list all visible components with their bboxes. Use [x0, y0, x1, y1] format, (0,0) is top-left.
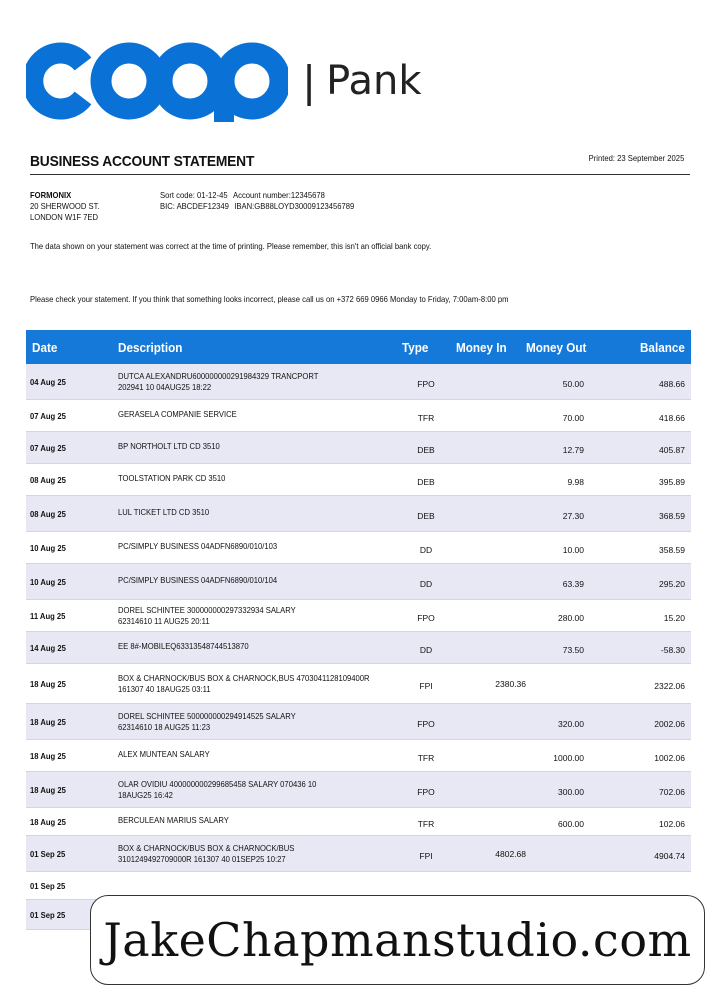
row-type: TFR [417, 753, 435, 763]
row-description-line-1: DUTCA ALEXANDRU600000000291984329 TRANCPORT [118, 371, 319, 381]
table-row [26, 432, 691, 464]
row-type: DD [419, 545, 433, 555]
row-balance: 15.20 [663, 613, 685, 623]
row-type: DD [419, 579, 433, 589]
row-description [118, 441, 220, 452]
table-row [26, 704, 691, 740]
row-money-out: 300.00 [558, 787, 584, 797]
row-balance: -58.30 [660, 645, 685, 655]
row-date: 14 Aug 25 [30, 643, 66, 653]
row-date: 10 Aug 25 [30, 577, 66, 587]
row-money-out: 63.39 [562, 579, 584, 589]
row-description-line-1: ALEX MUNTEAN SALARY [118, 749, 210, 759]
row-date: 10 Aug 25 [30, 543, 66, 553]
table-row [26, 364, 691, 400]
transactions-table [26, 330, 691, 930]
row-description-line-2: 62314610 18 AUG25 11:23 [118, 722, 211, 732]
row-balance: 102.06 [659, 819, 685, 829]
row-type: TFR [417, 819, 435, 829]
row-balance: 488.66 [659, 379, 685, 389]
title-divider [30, 174, 690, 175]
row-description [118, 711, 296, 733]
table-row [26, 808, 691, 836]
watermark [90, 895, 705, 985]
header-money-in: Money In [456, 340, 507, 355]
row-date: 08 Aug 25 [30, 509, 66, 519]
table-row [26, 836, 691, 872]
table-row [26, 772, 691, 808]
row-description-line-2: 18AUG25 16:42 [118, 790, 173, 800]
logo-pank-text: Pank [326, 58, 422, 104]
row-date: 01 Sep 25 [30, 881, 66, 891]
row-type: FPO [417, 719, 435, 729]
row-description [118, 673, 370, 695]
row-balance: 395.89 [659, 477, 685, 487]
row-description [118, 371, 318, 393]
row-balance: 418.66 [659, 413, 685, 423]
row-date: 18 Aug 25 [30, 751, 66, 761]
header-description: Description [118, 340, 183, 355]
header-date: Date [32, 340, 58, 355]
row-description-line-2: 202941 10 04AUG25 18:22 [118, 382, 212, 392]
row-money-out: 10.00 [562, 545, 584, 555]
row-description-line-2: 3101249492709000R 161307 40 01SEP25 10:27 [118, 854, 286, 864]
bank-logo [26, 40, 422, 122]
row-date: 07 Aug 25 [30, 411, 66, 421]
coop-logo-mark [26, 40, 288, 122]
row-description [118, 641, 249, 652]
row-description [118, 779, 316, 801]
row-type: FPO [417, 379, 435, 389]
row-type: FPI [419, 681, 433, 691]
row-balance: 1002.06 [654, 753, 685, 763]
row-description [118, 575, 277, 586]
row-description-line-1: EE 8#-MOBILEQ63313548744513870 [118, 641, 249, 651]
table-row [26, 464, 691, 496]
row-balance: 368.59 [659, 511, 685, 521]
row-type: TFR [417, 413, 435, 423]
header-type: Type [402, 340, 429, 355]
row-description [118, 507, 209, 518]
row-money-out: 320.00 [558, 719, 584, 729]
row-description-line-2: 62314610 11 AUG25 20:11 [118, 616, 210, 626]
header-money-out: Money Out [526, 340, 587, 355]
row-date: 01 Sep 25 [30, 910, 66, 920]
row-balance: 405.87 [659, 445, 685, 455]
row-date: 18 Aug 25 [30, 679, 66, 689]
row-description-line-1: LUL TICKET LTD CD 3510 [118, 507, 210, 517]
statement-title: BUSINESS ACCOUNT STATEMENT [30, 153, 255, 170]
row-date: 08 Aug 25 [30, 475, 66, 485]
table-row [26, 564, 691, 600]
row-type: FPO [417, 787, 435, 797]
row-type: DD [419, 645, 433, 655]
sort-code: Sort code: 01-12-45 [160, 190, 228, 200]
row-balance: 2002.06 [654, 719, 685, 729]
account-details [160, 190, 360, 212]
watermark-text: JakeChapmanstudio.com [103, 913, 692, 967]
address-line-2: LONDON W1F 7ED [30, 212, 99, 222]
row-description [118, 541, 277, 552]
row-type: DEB [417, 477, 435, 487]
row-description-line-1: GERASELA COMPANIE SERVICE [118, 409, 237, 419]
row-description [118, 749, 210, 760]
row-balance: 2322.06 [654, 681, 685, 691]
row-money-in: 4802.68 [495, 849, 526, 859]
accuracy-notice: The data shown on your statement was correct at the time of printing. Please remember, this isn't an official bank copy. [30, 241, 432, 251]
row-description-line-1: BERCULEAN MARIUS SALARY [118, 815, 229, 825]
row-date: 18 Aug 25 [30, 785, 66, 795]
row-description [118, 409, 237, 420]
row-balance: 4904.74 [654, 851, 685, 861]
row-description [118, 605, 296, 627]
row-description-line-1: DOREL SCHINTEE 500000000294914525 SALARY [118, 711, 296, 721]
row-date: 01 Sep 25 [30, 849, 66, 859]
row-date: 07 Aug 25 [30, 443, 66, 453]
row-description-line-1: BOX & CHARNOCK/BUS BOX & CHARNOCK,BUS 4703041128109400R [118, 673, 370, 683]
row-money-out: 9.98 [567, 477, 584, 487]
row-description-line-1: BOX & CHARNOCK/BUS BOX & CHARNOCK/BUS [118, 843, 295, 853]
row-money-out: 1000.00 [553, 753, 584, 763]
row-description-line-1: BP NORTHOLT LTD CD 3510 [118, 441, 220, 451]
row-money-out: 600.00 [558, 819, 584, 829]
row-money-out: 12.79 [562, 445, 584, 455]
row-description-line-1: PC/SIMPLY BUSINESS 04ADFN6890/010/103 [118, 541, 278, 551]
address-line-1: 20 SHERWOOD ST. [30, 201, 100, 211]
row-date: 18 Aug 25 [30, 817, 66, 827]
printed-date: Printed: 23 September 2025 [588, 153, 684, 163]
row-balance: 295.20 [659, 579, 685, 589]
row-description-line-1: OLAR OVIDIU 400000000299685458 SALARY 070436 10 [118, 779, 317, 789]
header-balance: Balance [640, 340, 685, 355]
row-description [118, 815, 229, 826]
check-notice: Please check your statement. If you think that something looks incorrect, please call us on +372 669 0966 Monday to Friday, 7:00am-8:00 pm [30, 294, 509, 304]
row-balance: 358.59 [659, 545, 685, 555]
row-money-out: 73.50 [562, 645, 584, 655]
table-header [26, 330, 691, 364]
customer-name: FORMONIX [30, 190, 72, 200]
row-description-line-1: TOOLSTATION PARK CD 3510 [118, 473, 226, 483]
row-type: FPO [417, 613, 435, 623]
iban: IBAN:GB88LOYD30009123456789 [234, 201, 355, 211]
row-money-out: 280.00 [558, 613, 584, 623]
row-money-out: 27.30 [562, 511, 584, 521]
table-row [26, 632, 691, 664]
table-row [26, 664, 691, 704]
row-type: DEB [417, 511, 435, 521]
customer-address [30, 190, 100, 223]
row-date: 04 Aug 25 [30, 377, 66, 387]
table-row [26, 400, 691, 432]
row-description-line-2: 161307 40 18AUG25 03:11 [118, 684, 211, 694]
row-money-out: 70.00 [562, 413, 584, 423]
row-type: FPI [419, 851, 433, 861]
row-date: 11 Aug 25 [30, 611, 66, 621]
row-description [118, 843, 294, 865]
account-number: Account number:12345678 [233, 190, 325, 200]
bic: BIC: ABCDEF12349 [160, 201, 229, 211]
logo-separator: | [302, 56, 317, 106]
row-money-out: 50.00 [562, 379, 584, 389]
table-row [26, 496, 691, 532]
row-date: 18 Aug 25 [30, 717, 66, 727]
row-money-in: 2380.36 [495, 679, 526, 689]
row-description-line-1: PC/SIMPLY BUSINESS 04ADFN6890/010/104 [118, 575, 278, 585]
row-balance: 702.06 [659, 787, 685, 797]
table-row [26, 532, 691, 564]
table-row [26, 600, 691, 632]
row-type: DEB [417, 445, 435, 455]
table-row [26, 740, 691, 772]
table-body [26, 364, 691, 930]
row-description [118, 473, 225, 484]
row-description-line-1: DOREL SCHINTEE 300000000297332934 SALARY [118, 605, 296, 615]
